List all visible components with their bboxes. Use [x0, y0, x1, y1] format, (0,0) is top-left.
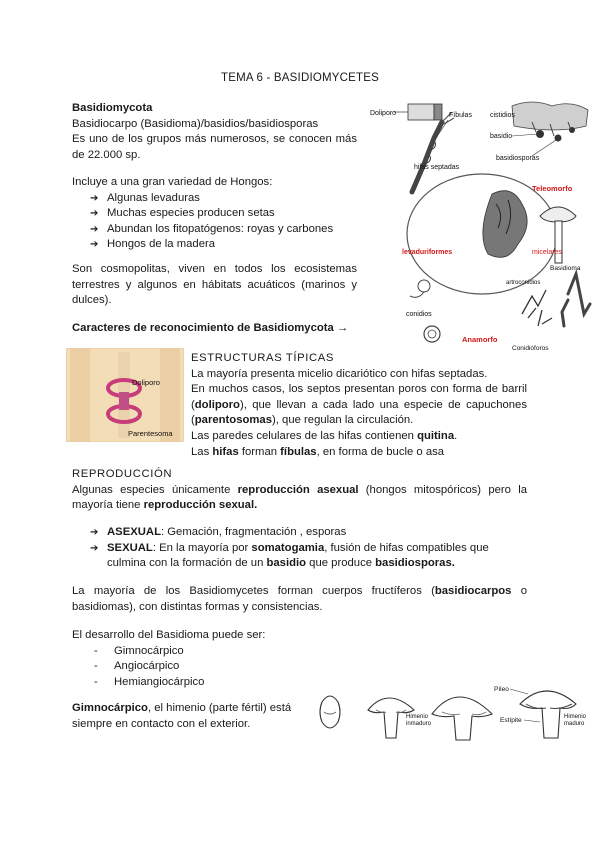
variety-list	[90, 191, 362, 253]
label-doliporo: Doliporo	[370, 110, 397, 117]
label-teleomorfo: Teleomorfo	[532, 184, 573, 193]
intro-line-1: Basidiocarpo (Basidioma)/basidios/basidiosporas	[72, 117, 319, 130]
fruiting-bodies-paragraph: La mayoría de los Basidiomycetes forman cuerpos fructíferos (basidiocarpos o basidiomas), con distintas formas y consistencias.	[72, 585, 528, 613]
mushroom-development-figure	[314, 680, 590, 742]
label-fibulas: Fíbulas	[449, 112, 472, 119]
teleomorph-mushroom	[540, 207, 576, 222]
developing-mushroom-shape	[432, 697, 492, 740]
label-anamorfo: Anamorfo	[462, 335, 498, 344]
variety-lead: Incluye a una gran variedad de Hongos:	[72, 176, 273, 188]
development-lead: El desarrollo del Basidioma puede ser:	[72, 629, 266, 641]
label-hifas-septadas: hifas septadas	[414, 164, 460, 171]
label-pileo: Píleo	[494, 686, 509, 693]
label-himenio-maduro-1: Himenio	[564, 714, 587, 720]
list-item: ➔ Hongos de la madera	[90, 237, 362, 253]
label-basidio: basidio	[490, 133, 513, 140]
mycelium-blob	[483, 191, 527, 258]
label-basidioma: Basidioma	[550, 265, 581, 272]
list-item-asexual: ➔ ASEXUAL: Gemación, fragmentación , esporas	[90, 525, 527, 541]
dolipore-plug	[119, 392, 129, 410]
label-himenio-inmaduro-1: Himenio	[406, 714, 429, 720]
cosmopolitan-paragraph: Son cosmopolitas, viven en todos los ecosistemas terrestres y algunos en hábitats acuáticos (marinos y dulces).	[72, 263, 357, 307]
label-estipite: Estípite	[500, 717, 522, 724]
lifecycle-figure	[362, 94, 592, 356]
intro-heading: Basidiomycota	[72, 102, 153, 114]
intro-line-2: Es uno de los grupos más numerosos, se conocen más de 22.000 sp.	[72, 133, 357, 161]
label-micelares: micelares	[532, 249, 562, 256]
structures-section	[191, 351, 527, 460]
label-basidiosporas: basidiosporas	[496, 155, 540, 162]
recognition-heading: Caracteres de reconocimiento de Basidiomycota →	[72, 322, 349, 334]
conidiophore-sketch	[522, 290, 552, 326]
dolipore-inset	[408, 104, 434, 120]
structures-line-1: La mayoría presenta micelio dicariótico con hifas septadas.	[191, 367, 488, 380]
variety-block	[72, 175, 362, 253]
hypha-shape	[412, 122, 442, 192]
label-conidios: conidios	[406, 311, 432, 318]
dolipore-figure	[66, 348, 184, 442]
gymnocarpic-paragraph: Gimnocárpico, el himenio (parte fértil) está siempre en contacto con el exterior.	[72, 702, 292, 730]
label-himenio-inmaduro-2: inmaduro	[406, 721, 432, 727]
label-cistidios: cistidios	[490, 112, 515, 119]
reproduction-section	[72, 467, 527, 514]
label-parentesoma: Parentesoma	[128, 429, 173, 438]
list-item: - Angiocárpico	[92, 659, 372, 675]
list-item: - Hemiangiocárpico	[92, 675, 372, 691]
primordium-shape	[320, 696, 340, 728]
hymenium-sketch	[512, 102, 588, 130]
intro-block	[72, 101, 357, 163]
reproduction-paragraph: Algunas especies únicamente reproducción asexual (hongos mitospóricos) pero la mayoría tiene reproducción sexual.	[72, 483, 527, 512]
structures-line-2: En muchos casos, los septos presentan poros con forma de barril (doliporo), que llevan a cada lado una especie de capuchones (parentosomas), que regulan la circulación.	[191, 383, 527, 427]
list-item: ➔ Algunas levaduras	[90, 191, 362, 207]
label-levaduriformes: levaduriformes	[402, 249, 453, 256]
list-item: ➔ Abundan los fitopatógenos: royas y carbones	[90, 222, 362, 238]
list-item-sexual: ➔ SEXUAL: En la mayoría por somatogamia, fusión de hifas compatibles que culmina con la formación de un basidio que produce basidiosporas.	[90, 541, 527, 572]
reproduction-list	[90, 525, 527, 572]
reproduction-heading: REPRODUCCIÓN	[72, 468, 173, 480]
structures-line-3: Las paredes celulares de las hifas contienen quitina.	[191, 429, 458, 442]
structures-line-4: Las hifas forman fíbulas, en forma de bucle o asa	[191, 445, 445, 458]
structures-heading: ESTRUCTURAS TÍPICAS	[191, 352, 335, 364]
page-title: TEMA 6 - BASIDIOMYCETES	[221, 72, 379, 84]
list-item: - Gimnocárpico	[92, 644, 372, 660]
conidium-shape	[418, 280, 430, 292]
label-doliporo: Doliporo	[132, 378, 160, 387]
label-artroconidios: artroconidios	[506, 280, 541, 286]
list-item: ➔ Muchas especies producen setas	[90, 206, 362, 222]
label-himenio-maduro-2: maduro	[564, 721, 585, 727]
label-conidioforos: Conidióforos	[512, 345, 549, 352]
